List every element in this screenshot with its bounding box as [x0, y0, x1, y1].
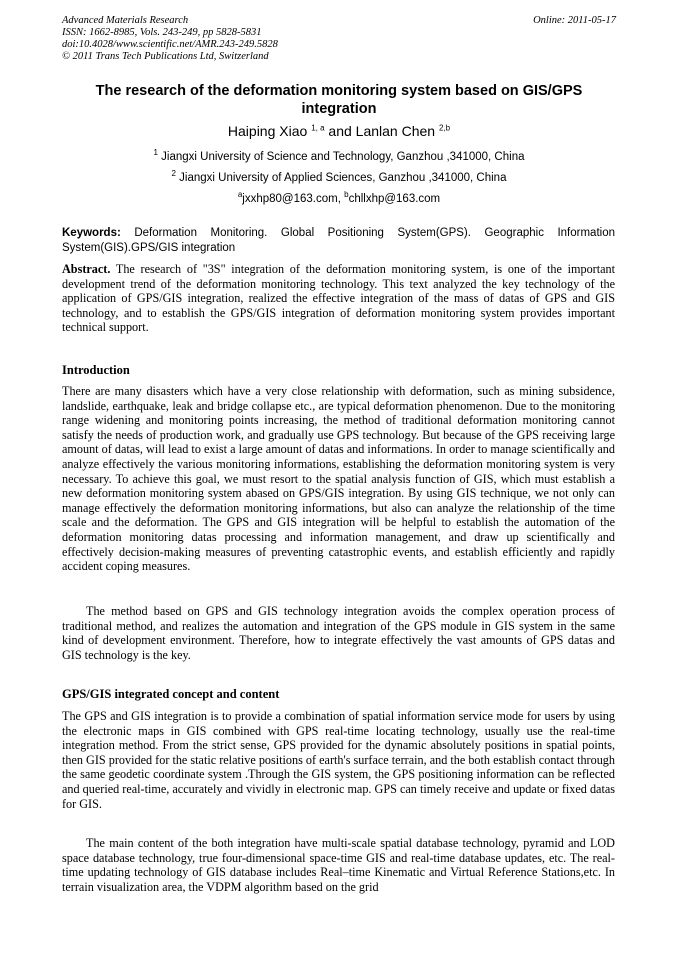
section-2-paragraph-1: The GPS and GIS integration is to provide a combination of spatial information service mode for users by using the electronic maps in GIS combined with GPS real-time locating technology, usually use the real-time integration method. From the strict sense, GPS provided for the dynamic absolutely positions in spatial points, then GIS provided for the static relative positions of earth's surface terrain, and the both establish contact through the same geodetic coordinate system .Through the GIS system, the GPS positioning information can be reflected and queried real-time, accurately and vividly in electronic map. GPS can timely receive and update or fixed datas for GIS. [62, 709, 615, 811]
introduction-paragraph-2: The method based on GPS and GIS technology integration avoids the complex operation process of traditional method, and realizes the automation and integration of the GPS module in GIS system in the same kind of development environment. Therefore, how to integrate effectively the vast amounts of GPS datas and GIS technology is the key. [62, 604, 615, 662]
email-line [62, 192, 616, 206]
keywords [62, 226, 615, 255]
abstract-text: The research of "3S" integration of the deformation monitoring system, is one of the important development trend of the deformation monitoring technology. This text analyzed the key technology of the application of GPS/GIS integration, realized the effective integration of the mass of datas of GPS and GIS technology, and to establish the GPS/GIS integration of deformation monitoring system provides important technical support. [62, 262, 615, 335]
email-b: chllxhp@163.com [348, 193, 441, 205]
introduction-paragraph-1: There are many disasters which have a very close relationship with deformation, such as mining subsidence, landslide, earthquake, leak and bridge collapse etc., are typical deformation phenomenon. Due to the monitoring range widening and monitoring points increasing, the method of traditional deformation monitoring cannot satisfy the needs of production work, and gradually use GPS technology. But because of the GPS receiving large amount of datas, will lead to exist a large amount of datas and informations. In order to manage scientifically and analyze effectively the various monitoring informations, establishing the deformation monitoring system is very necessary. To achieve this goal, we must resort to the spatial analysis function of GIS, which must establish a new deformation monitoring system abased on GPS/GIS integration. By using GIS technique, we not only can manage effectively the deformation monitoring informations, but also can analyze the relationship of the time scale and the deformation. The GPS and GIS integration will be helpful to establish the automation of the deformation monitoring datas processing and information management, and draw up scientifically and effectively decision-making measures of preventing catastrophic events, and establish efficiently and rapidly accident coping measures. [62, 384, 615, 574]
affiliation-1-num: 1 [153, 148, 158, 158]
section-2-paragraph-2: The main content of the both integration have multi-scale spatial database technology, pyramid and LOD space database technology, true four-dimensional space-time GIS and real-time database updates, etc. The real-time updating technology of GIS database includes Real–time Kinematic and Virtual Reference Stations,etc. In terrain visualization area, the VDPM algorithm based on the grid [62, 836, 615, 894]
issn-line: ISSN: 1662-8985, Vols. 243-249, pp 5828-5831 [62, 27, 262, 38]
author-line [62, 122, 616, 140]
affiliation-2-text: Jiangxi University of Applied Sciences, Ganzhou ,341000, China [179, 172, 507, 184]
author-2: Lanlan Chen [355, 123, 436, 139]
email-b-sup: b [344, 190, 349, 200]
author-2-sup: 2,b [438, 123, 451, 133]
introduction-heading: Introduction [62, 363, 130, 377]
author-1: Haiping Xiao [227, 123, 308, 139]
paper-title: The research of the deformation monitoring system based on GIS/GPS integration [95, 83, 583, 117]
affiliation-2 [62, 171, 616, 185]
doi-line: doi:10.4028/www.scientific.net/AMR.243-249.5828 [62, 39, 278, 50]
affiliation-1 [62, 150, 616, 164]
affiliation-1-text: Jiangxi University of Science and Technology, Ganzhou ,341000, China [161, 151, 525, 163]
copyright-line: © 2011 Trans Tech Publications Ltd, Switzerland [62, 51, 269, 62]
abstract [62, 262, 615, 335]
email-a-sup: a [237, 190, 243, 200]
journal-header [62, 15, 278, 63]
email-a: jxxhp80@163.com, [242, 193, 345, 205]
keywords-text: Deformation Monitoring. Global Positioning System(GPS). Geographic Information System(GIS).GPS/GIS integration [62, 227, 615, 254]
section-2-heading: GPS/GIS integrated concept and content [62, 687, 280, 701]
abstract-label: Abstract. [62, 262, 111, 276]
author-and: and [324, 123, 356, 139]
keywords-label: Keywords: [62, 227, 121, 239]
author-1-sup: 1, a [311, 123, 325, 133]
online-date: Online: 2011-05-17 [533, 15, 616, 26]
journal-name: Advanced Materials Research [62, 15, 189, 26]
affiliation-2-num: 2 [171, 169, 176, 179]
